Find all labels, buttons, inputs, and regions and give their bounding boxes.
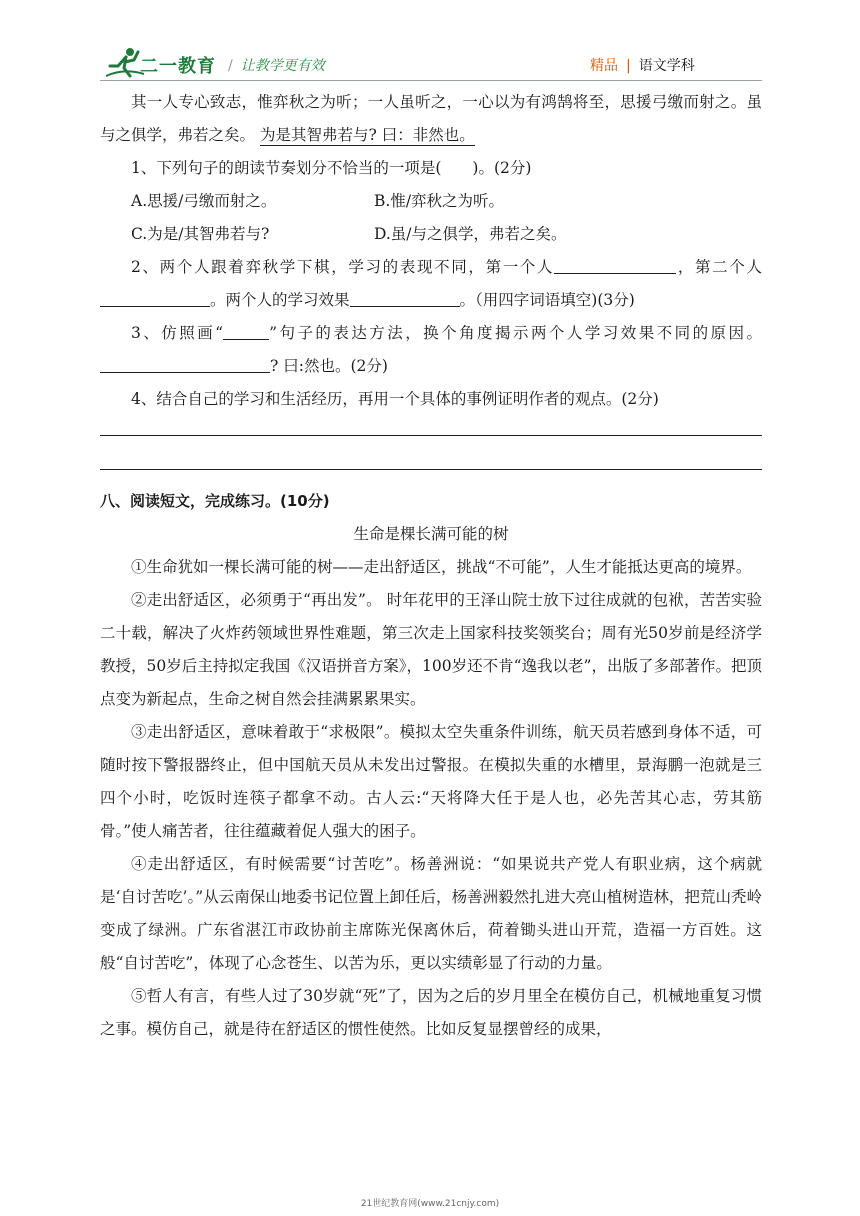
q2-text-2: ，第二个人 [676, 258, 762, 276]
quality-badge: 精品 [590, 58, 618, 74]
q3-text-1: 3、仿照画“ [131, 324, 224, 342]
article-paragraph: ④走出舒适区，有时候需要“讨苦吃”。杨善洲说：“如果说共产党人有职业病，这个病就是‘自讨苦吃’。”从云南保山地委书记位置上卸任后，杨善洲毅然扎进大亮山植树造林，把荒山秃岭变成了绿洲。广东省湛江市政协前主席陈光保离休后，荷着锄头进山开荒，造福一方百姓。这般“自讨苦吃”，体现了心念苍生、以苦为乐，更以实绩彰显了行动的力量。 [100, 855, 762, 972]
section-title: 八、阅读短文，完成练习。(10分) [100, 492, 330, 510]
q2-text-4: 。（用四字词语填空)(3分) [459, 291, 635, 309]
answer-blank[interactable] [223, 325, 269, 340]
question-1: 1、下列句子的朗读节奏划分不恰当的一项是( )。(2分) [131, 159, 532, 177]
underlined-sentence: 为是其智弗若与? 曰：非然也。 [259, 126, 475, 144]
passage-text: 其一人专心致志，惟弈秋之为听；一人虽听之，一心以为有鸿鹄将至，思援弓缴而射之。虽与之俱学，弗若之矣。 [100, 93, 762, 144]
logo-text: 二一教育 [140, 56, 216, 77]
subject-label: 语文学科 [638, 58, 695, 74]
classical-passage [100, 86, 762, 152]
page-header [0, 0, 860, 84]
question-4: 4、结合自己的学习和生活经历，再用一个具体的事例证明作者的观点。(2分) [131, 390, 659, 408]
article-paragraph: ③走出舒适区，意味着敢于“求极限”。模拟太空失重条件训练，航天员若感到身体不适，可随时按下警报器终止，但中国航天员从未发出过警报。在模拟失重的水槽里，景海鹏一泡就是三四个小时，吃饭时连筷子都拿不动。古人云:“天将降大任于是人也，必先苦其心志，劳其筋骨。”使人痛苦者，往往蕴藏着促人强大的困子。 [100, 723, 762, 840]
article-paragraph: ②走出舒适区，必须勇于“再出发”。 时年花甲的王泽山院士放下过往成就的包袱，苦苦实验二十载，解决了火炸药领域世界性难题，第三次走上国家科技奖领奖台；周有光50岁前是经济学教授，50岁后主持拟定我国《汉语拼音方案》，100岁还不肯“逸我以老”，出版了多部著作。把顶点变为新起点，生命之树自然会挂满累累果实。 [100, 591, 762, 708]
option-c: C.为是/其智弗若与? [131, 225, 270, 243]
option-b: B.惟/弈秋之为听。 [374, 192, 505, 210]
question-2 [100, 251, 762, 317]
article-title: 生命是棵长满可能的树 [353, 525, 509, 543]
header-divider [100, 80, 762, 81]
question-1-options-row2 [100, 218, 762, 251]
answer-blank[interactable] [100, 292, 210, 307]
article-paragraph: ①生命犹如一棵长满可能的树——走出舒适区，挑战“不可能”，人生才能抵达更高的境界。 [131, 558, 752, 576]
option-d: D.虽/与之俱学，弗若之矣。 [374, 225, 567, 243]
slogan-text: 让教学更有效 [240, 58, 325, 74]
question-3 [100, 317, 762, 383]
q2-text-1: 2、两个人跟着弈秋学下棋，学习的表现不同，第一个人 [131, 258, 555, 276]
q3-text-2: ”句子的表达方法，换个角度揭示两个人学习效果不同的原因。 [269, 324, 762, 342]
document-body [100, 86, 762, 1046]
answer-blank[interactable] [350, 292, 460, 307]
option-a: A.思援/弓缴而射之。 [131, 192, 277, 210]
article-paragraph: ⑤哲人有言，有些人过了30岁就“死”了，因为之后的岁月里全在模仿自己，机械地重复习惯之事。模仿自己，就是待在舒适区的惯性使然。比如反复显摆曾经的成果， [100, 987, 762, 1038]
slogan: / 让教学更有效 [228, 58, 325, 74]
question-1-options-row1 [100, 185, 762, 218]
header-right: 精品 | 语文学科 [590, 58, 695, 74]
answer-blank[interactable] [100, 358, 270, 373]
q3-text-3: ? 曰:然也。(2分) [270, 357, 388, 375]
q2-text-3: 。两个人的学习效果 [210, 291, 350, 309]
page-footer: 21世纪教育网(www.21cnjy.com) [360, 1199, 500, 1209]
answer-blank[interactable] [554, 259, 676, 274]
